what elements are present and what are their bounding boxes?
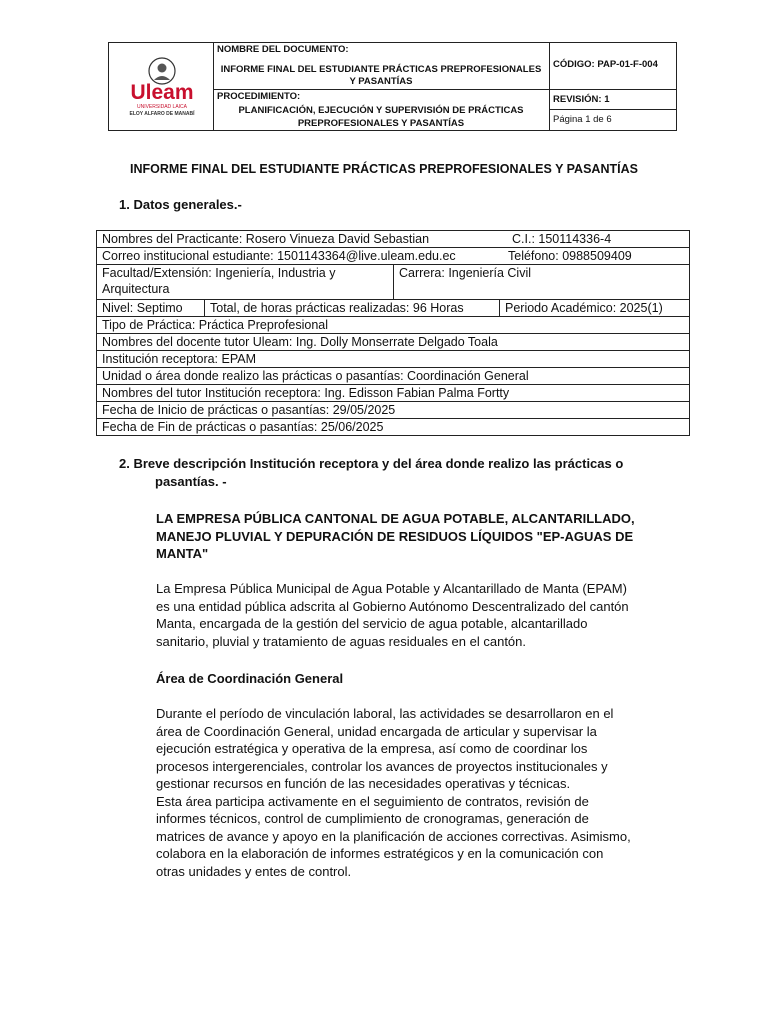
table-row: [97, 385, 689, 402]
correo-cell: Correo institucional estudiante: 1501143364@live.uleam.edu.ec: [102, 249, 456, 263]
paragraph-line: sanitario, pluvial y tratamiento de aguas residuales en el cantón.: [156, 633, 526, 649]
paragraph-line: colabora en la elaboración de informes estratégicos y en la comunicación con: [156, 846, 604, 861]
practicante-cell: Nombres del Practicante: Rosero Vinueza David Sebastian: [102, 232, 430, 246]
section-2-heading-line1: 2. Breve descripción Institución receptora y del área donde realizo las prácticas o: [119, 456, 624, 471]
logo-wordmark: Uleam: [130, 81, 194, 104]
facultad-line2: Arquitectura: [102, 282, 170, 296]
revision: REVISIÓN: 1: [553, 94, 610, 105]
doc-name-label: NOMBRE DEL DOCUMENTO:: [217, 44, 349, 55]
table-row: [97, 231, 689, 248]
paragraph-1: [156, 580, 676, 650]
table-row: [97, 300, 689, 317]
periodo-cell: Periodo Académico: 2025(1): [499, 300, 663, 316]
paragraph-line: área de Coordinación General, unidad encargada de articular y supervisar la: [156, 723, 597, 739]
table-row: [97, 317, 689, 334]
paragraph-line: Durante el período de vinculación laboral, las actividades se desarrollaron en el: [156, 706, 614, 721]
procedure-line1: PLANIFICACIÓN, EJECUCIÓN Y SUPERVISIÓN DE PRÁCTICAS: [238, 105, 524, 116]
doc-code: CÓDIGO: PAP-01-F-004: [553, 59, 658, 70]
table-row: [97, 334, 689, 351]
area-heading: Área de Coordinación General: [156, 671, 344, 686]
tutor-cell: Nombres del tutor Institución receptora: Ing. Edisson Fabian Palma Fortty: [102, 386, 510, 400]
nivel-cell: Nivel: Septimo: [102, 301, 183, 315]
telefono-cell: Teléfono: 0988509409: [508, 249, 632, 263]
table-row: [97, 368, 689, 385]
unidad-cell: Unidad o área donde realizo las prácticas o pasantías: Coordinación General: [102, 369, 529, 383]
tipo-cell: Tipo de Práctica: Práctica Preprofesional: [102, 318, 329, 332]
carrera-cell: Carrera: Ingeniería Civil: [393, 265, 531, 299]
docente-cell: Nombres del docente tutor Uleam: Ing. Dolly Monserrate Delgado Toala: [102, 335, 498, 349]
section-2-heading-line2: pasantías. -: [155, 474, 227, 489]
table-row: [97, 402, 689, 419]
doc-name-cell: [213, 43, 549, 90]
logo-cell: [109, 43, 214, 130]
paragraph-line: informes técnicos, control de cumplimiento de cronogramas, generación de: [156, 811, 589, 826]
horas-cell: Total, de horas prácticas realizadas: 96 Horas: [204, 300, 464, 316]
table-row: [97, 265, 689, 300]
company-line1: LA EMPRESA PÚBLICA CANTONAL DE AGUA POTABLE, ALCANTARILLADO,: [156, 511, 635, 526]
institucion-cell: Institución receptora: EPAM: [102, 352, 257, 366]
header-right: [549, 43, 676, 130]
procedure-line2: PREPROFESIONALES Y PASANTÍAS: [297, 118, 465, 129]
inicio-cell: Fecha de Inicio de prácticas o pasantías: 29/05/2025: [102, 403, 396, 417]
university-logo: [119, 53, 205, 119]
header-middle: [213, 43, 550, 130]
procedure-label: PROCEDIMIENTO:: [217, 91, 301, 102]
paragraph-line: gestionar recursos en función de las necesidades operativas y técnicas.: [156, 776, 571, 791]
paragraph-line: Manta, encargada de la gestión del servicio de agua potable, alcantarillado: [156, 616, 588, 631]
logo-sub2: ELOY ALFARO DE MANABÍ: [129, 111, 195, 117]
paragraph-line: ejecución estratégica y operativa de la empresa, así como de coordinar los: [156, 741, 588, 756]
paragraph-line: procesos intergerenciales, controlar los avances de proyectos institucionales y: [156, 758, 608, 774]
paragraph-line: La Empresa Pública Municipal de Agua Potable y Alcantarillado de Manta (EPAM): [156, 581, 627, 596]
company-name: [156, 510, 656, 563]
table-row: [97, 419, 689, 435]
company-line2: MANEJO PLUVIAL Y DEPURACIÓN DE RESIDUOS LÍQUIDOS "EP-AGUAS DE: [156, 528, 634, 544]
paragraph-line: Esta área participa activamente en el seguimiento de contratos, revisión de: [156, 793, 589, 809]
facultad-cell: [97, 265, 393, 299]
paragraph-line: otras unidades y entes de control.: [156, 863, 352, 879]
paragraph-2: [156, 705, 676, 880]
revision-cell: [549, 90, 676, 110]
section-1-heading: 1. Datos generales.-: [119, 197, 242, 212]
company-line3: MANTA": [156, 546, 209, 561]
table-row: [97, 351, 689, 368]
page-cell: [549, 110, 676, 130]
code-cell: [549, 43, 676, 90]
logo-sub1: UNIVERSIDAD LAICA: [136, 104, 188, 110]
document-header: [108, 42, 677, 131]
facultad-line1: Facultad/Extensión: Ingeniería, Industria y: [102, 266, 336, 280]
fin-cell: Fecha de Fin de prácticas o pasantías: 25/06/2025: [102, 420, 384, 434]
table-row: [97, 248, 689, 265]
page-number: Página 1 de 6: [553, 114, 612, 125]
doc-title-line1: INFORME FINAL DEL ESTUDIANTE PRÁCTICAS PREPROFESIONALES: [220, 64, 542, 75]
ci-cell: C.I.: 150114336-4: [512, 232, 612, 246]
page-title: INFORME FINAL DEL ESTUDIANTE PRÁCTICAS PREPROFESIONALES Y PASANTÍAS: [130, 162, 638, 176]
general-data-table: [96, 230, 690, 436]
doc-title-line2: Y PASANTÍAS: [349, 76, 413, 87]
paragraph-line: es una entidad pública adscrita al Gobierno Autónomo Descentralizado del cantón: [156, 598, 629, 614]
paragraph-line: matrices de avance y apoyo en la planificación de acciones correctivas. Asimismo,: [156, 828, 631, 844]
